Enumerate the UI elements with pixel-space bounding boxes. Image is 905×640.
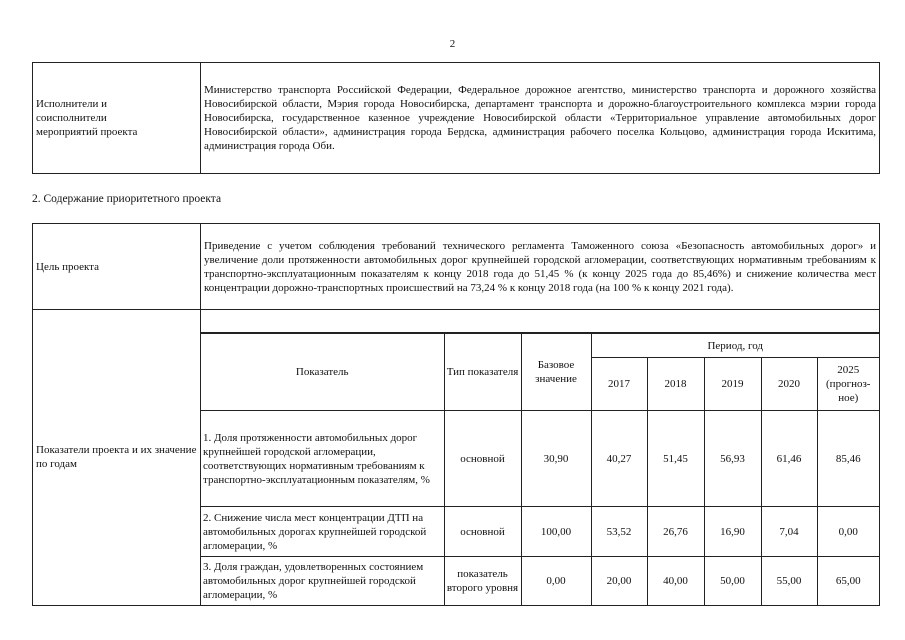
indicator-value: 65,00 <box>817 557 879 605</box>
indicator-name: 3. Доля граждан, удовлетворенных состоянием автомобильных дорог крупнейшей городской агломерации, % <box>201 557 444 605</box>
indicator-value: 0,00 <box>817 507 879 557</box>
executors-label: Исполнители и соисполнители мероприятий проекта <box>33 63 201 174</box>
header-year: 2017 <box>591 358 647 411</box>
indicator-value: 7,04 <box>761 507 817 557</box>
indicator-value: 50,00 <box>704 557 761 605</box>
indicator-value: 61,46 <box>761 411 817 507</box>
executors-text: Министерство транспорта Российской Федерации, Федеральное дорожное агентство, министерство транспорта и дорожного хозяйства Новосибирской области, Мэрия города Новосибирска, департамент транспорта и дорожно-благоустроительного комплекса мэрии города Новосибирска, государственное казенное учреждение Новосибирской области «Территориальное управление автомобильных дорог Новосибирской области», администрация города Бердска, администрация рабочего поселка Кольцово, администрация города Искитима, администрация города Оби. <box>201 63 880 174</box>
executors-table <box>32 62 880 174</box>
indicator-value: 55,00 <box>761 557 817 605</box>
goal-label: Цель проекта <box>33 224 201 310</box>
header-indicator: Показатель <box>201 334 444 411</box>
indicators-table <box>201 333 879 605</box>
table-row <box>201 507 879 557</box>
table-row <box>201 557 879 605</box>
header-type: Тип показателя <box>444 334 521 411</box>
indicator-value: 53,52 <box>591 507 647 557</box>
indicator-name: 2. Снижение числа мест концентрации ДТП на автомобильных дорогах крупнейшей городской агломерации, % <box>201 507 444 557</box>
indicator-base: 30,90 <box>521 411 591 507</box>
indicators-cell <box>201 310 880 606</box>
header-year: 2025 (прогноз-ное) <box>817 358 879 411</box>
project-content-table <box>32 223 880 606</box>
indicator-base: 0,00 <box>521 557 591 605</box>
indicator-value: 56,93 <box>704 411 761 507</box>
table-row <box>201 411 879 507</box>
page-number: 2 <box>449 38 456 50</box>
header-year: 2018 <box>647 358 704 411</box>
indicator-base: 100,00 <box>521 507 591 557</box>
header-base: Базовое значение <box>521 334 591 411</box>
indicator-name: 1. Доля протяженности автомобильных дорог крупнейшей городской агломерации, соответствующих нормативным требованиям к транспортно-эксплуатационным показателям, % <box>201 411 444 507</box>
indicator-type: показатель второго уровня <box>444 557 521 605</box>
goal-text: Приведение с учетом соблюдения требований технического регламента Таможенного союза «Безопасность автомобильных дорог» и увеличение доли протяженности автомобильных дорог крупнейшей городской агломерации, соответствующих нормативным требованиям к транспортно-эксплуатационным показателям к концу 2018 года до 51,45 % (к концу 2025 года до 85,46%) и снижение количества мест концентрации дорожно-транспортных происшествий на 73,24 % к концу 2018 года (на 100 % к концу 2021 года). <box>201 224 880 310</box>
indicator-value: 26,76 <box>647 507 704 557</box>
section-title: 2. Содержание приоритетного проекта <box>32 193 222 205</box>
header-year: 2020 <box>761 358 817 411</box>
indicator-value: 40,00 <box>647 557 704 605</box>
blank-row <box>201 310 879 333</box>
indicator-value: 40,27 <box>591 411 647 507</box>
indicator-value: 20,00 <box>591 557 647 605</box>
indicator-type: основной <box>444 411 521 507</box>
header-period: Период, год <box>591 334 879 358</box>
indicator-value: 85,46 <box>817 411 879 507</box>
indicator-type: основной <box>444 507 521 557</box>
indicator-value: 51,45 <box>647 411 704 507</box>
indicators-label: Показатели проекта и их значение по годам <box>33 310 201 606</box>
indicator-value: 16,90 <box>704 507 761 557</box>
header-year: 2019 <box>704 358 761 411</box>
